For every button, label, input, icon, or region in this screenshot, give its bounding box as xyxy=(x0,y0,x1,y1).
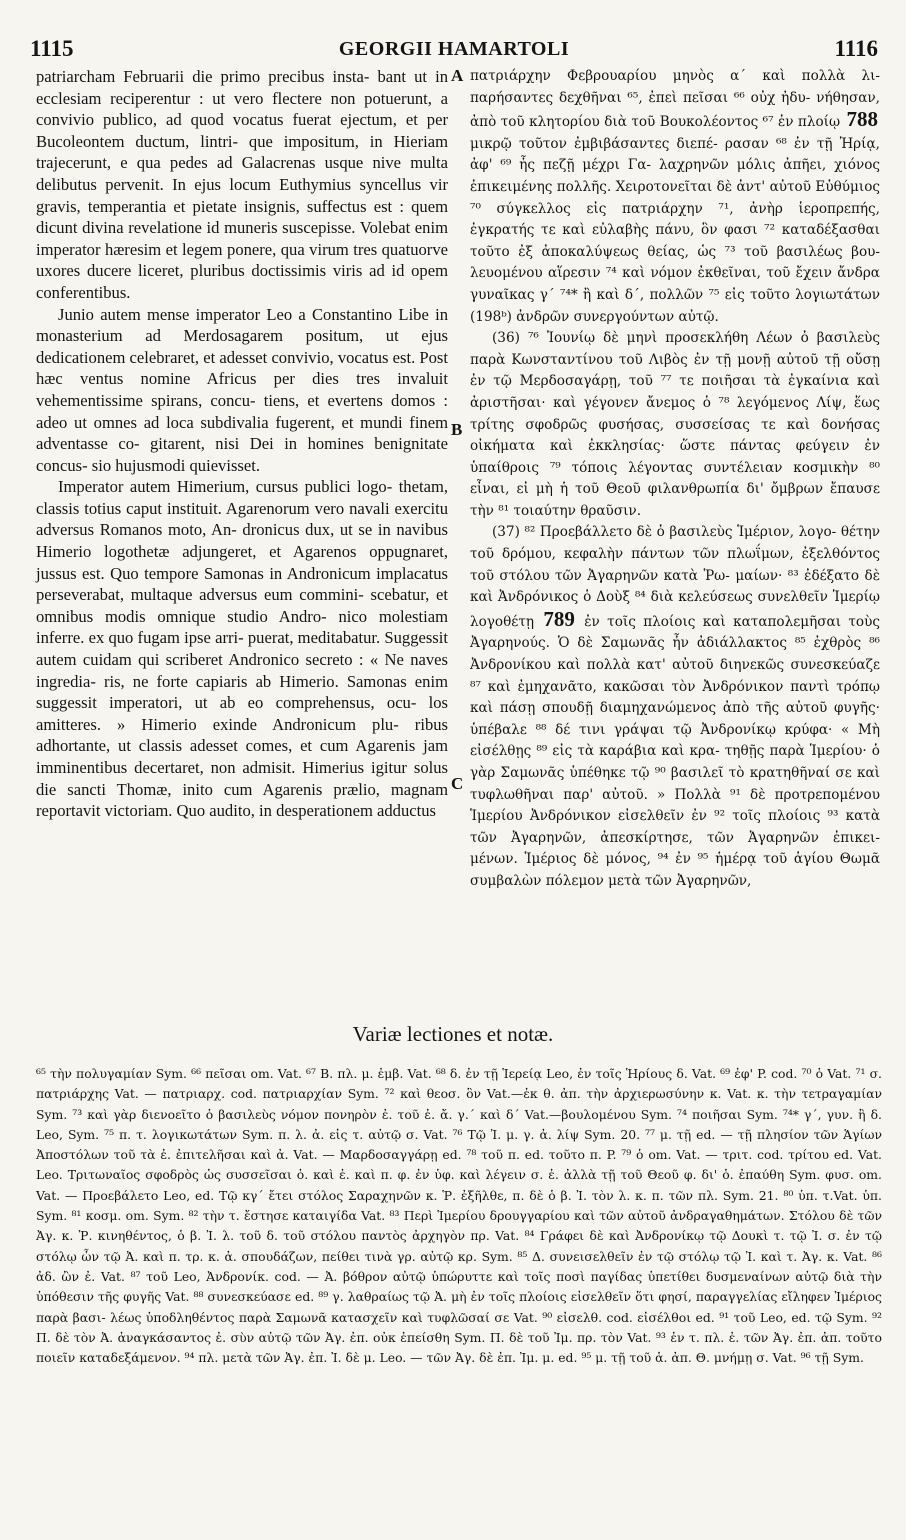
page-number-left: 1115 xyxy=(30,36,74,61)
page-number-right: 1116 xyxy=(834,36,878,61)
latin-paragraph: patriarcham Februarii die primo precibus insta- bant ut in ecclesiam reciperentur : ut vero flectere non potuerunt, a convivio publico, ad quod vocatus fuerat ejectum, et per Bucoleontem ductum, lintri- que impositum, in Hieriam trajecerunt, e qua pedes ad Galacrenas usque nive multa delibutus pervenit. In ejus locum Euthymius syncellus vir gravis, temperantia et pietate insignis, suffectus est : quem dicunt divina revelatione id muneris suscepisse. Volebat enim imperator hæresim et legem ponere, qua virum tres quatuorve uxores ducere liceret, pluribus doctissimis viris ad id opem conferentibus. xyxy=(36,67,448,302)
margin-marker-c: C xyxy=(451,774,464,793)
latin-paragraph: Imperator autem Himerium, cursus publici logo- thetam, classis totius caput instituit. Agarenorum vero navali exercitu adversus Romanos moto, An- dronicus dux, ut se in navibus Himerio logothetæ adjungeret, et Agarenos oppugnaret, jussus est. Quo tempore Samonas in Andronicum implacatus perseverabat, multaque adversus eum commini- scebatur, et omnibus modis omnique studio Andro- nico molestiam inferre. ex quo fugam ipse arri- puerat, meditabatur. Suggessit autem cuidam qui scriberet Andronico secreto : « Ne naves ingredia- ris, ne forte capiaris ab Himerio. Samonas enim suggessit imperatori, ut ab eo comprehensus, ocu- los amitteres. » Himerio exinde Andronicum plu- ribus adhortante, ut classis adesset comes, et cum Agarenis jam imminentibus decertaret, non admisit. Himerius igitur solus die sancti Thomæ, inito cum Agarenis prælio, magnam reportavit victoriam. Quo audito, in desperationem adductus xyxy=(36,477,448,821)
latin-paragraph: Junio autem mense imperator Leo a Constantino Libe in monasterium ad Merdosagarem positum, ut ejus dedicationem celebraret, et adesset convivio, vocatus est. Post hæc ventus nomine Africus per dies tres invaluit vehementissime spirans, concu- tiens, et evertens domos : adeo ut omnes ad loca subdivalia fugerent, et mundi finem adventasse co- gitarent, nisi Dei in homines benignitate concus- sio hujusmodi quievisset. xyxy=(36,304,448,475)
greek-paragraph xyxy=(470,66,880,328)
critical-apparatus: ⁶⁵ τὴν πολυγαμίαν Sym. ⁶⁶ πεῖσαι om. Vat. ⁶⁷ Β. πλ. μ. ἐμβ. Vat. ⁶⁸ δ. ἐν τῇ Ἱερείᾳ Leo, ἐν τοῖς Ἡρίους δ. Vat. ⁶⁹ ἐφ' P. cod. ⁷⁰ ὁ Vat. ⁷¹ σ. πατριάρχης Vat. — πατριαρχ. cod. πατριαρχίαν Sym. ⁷² καὶ θεοσ. ὃν Vat.—ἐκ θ. ἀπ. τὴν ἀρχιερωσύνην κ. Vat. κ. τὴν τετραγαμίαν Sym. ⁷³ καὶ γὰρ διενοεῖτο ὁ βασιλεὺς νόμον πονηρὸν ἐ. τοῦ ἐ. ἄ. γ.´ καὶ δ´ Vat.—βουλομένου Sym. ⁷⁴ ποιῆσαι Sym. ⁷⁴* γ´, γυν. ἢ δ. Leo, Sym. ⁷⁵ π. τ. λογικωτάτων Sym. π. λ. ἀ. εἰς τ. αὐτῷ σ. Vat. ⁷⁶ Τῷ Ἰ. μ. γ. ἀ. λίψ Sym. 20. ⁷⁷ μ. τῇ ed. — τῇ πλησίον τῶν Ἁγίων Ἀποστόλων τοῦ τὰ ἐ. ἐπιτελῆσαι καὶ ἀ. Vat. — Μαρδοσαγγάρῃ ed. ⁷⁸ τοῦ π. ed. τοῦτο π. P. ⁷⁹ ὁ om. Vat. — τριτ. cod. τρίτου ed. Vat. Leo. Τριτωναῖος σφοδρὸς ὡς συσσεῖσαι ὁ. καὶ ἐ. καὶ π. φ. ἐν ὑφ. καὶ λέγειν σ. ἐ. ἀλλὰ τῇ τοῦ Θεοῦ φ. δι' ὁ. ἐπαύθη Sym. φυσ. om. Vat. — Προεβάλετο Leo, ed. Τῷ κγ´ ἔτει στόλος Σαραχηνῶν κ. Ῥ. ἐξῆλθε, π. δὲ ὁ β. Ἰ. τὸν λ. κ. π. τῶν πλ. Sym. 21. ⁸⁰ ὑπ. τ.Vat. ὑπ. Sym. ⁸¹ κοσμ. om. Sym. ⁸² τὴν τ. ἔστησε καταιγίδα Vat. ⁸³ Περὶ Ἱμερίου δρουγγαρίου καὶ τῶν αὐτοῦ ἀνδραγαθημάτων. Στόλου δὲ τῶν Ἀγ. κ. Ῥ. κινηθέντος, ὁ β. Ἰ. λ. τοῦ δ. τοῦ στόλου παντὸς ἀρχηγὸν πρ. Vat. ⁸⁴ Γράφει δὲ καὶ Ἀνδρονίκῳ τῷ Δουκὶ τ. τῷ Ἰ. σ. ἐν τῷ στόλῳ ὧν τῷ Ἀ. καὶ π. τρ. κ. ἀ. σπουδάζων, πείθει τινὰ γρ. αὐτῷ κρ. Sym. ⁸⁵ Δ. συνεισελθεῖν ἐν τῷ στόλῳ τῷ Ἰ. καὶ τ. Ἀγ. κ. Vat. ⁸⁶ ἀδ. ὢν ἐ. Vat. ⁸⁷ τοῦ Leo, Ἀνδρονίκ. cod. — Ἀ. βόθρον αὐτῷ ὑπώρυττε καὶ τοῖς ποσὶ παγίδας ὑπετίθει δυσμεναίνων αὐτῷ διὰ τὴν ὑπόθεσιν τῆς φυγῆς Vat. ⁸⁸ συνεσκεύασε ed. ⁸⁹ γ. λαθραίως τῷ Ἀ. μὴ ἐν τοῖς πλοίοις εἰσελθεῖν ὅτι φησί, παραγγελίας εἴληφεν Ἱμέριος παρὰ βασι- λέως ὑποδληθέντος παρὰ Σαμωνᾶ κατασχεῖν καὶ τυφλῶσαί σε Vat. ⁹⁰ εἰσελθ. cod. εἰσέλθοι ed. ⁹¹ τοῦ Leo, ed. τῷ Sym. ⁹² Π. δὲ τὸν Ἀ. ἀναγκάσαντος ἐ. σὺν αὐτῷ τῶν Ἀγ. ἐπ. οὐκ ἐπείσθη Sym. Π. δὲ τοῦ Ἰμ. πρ. τὸν Vat. ⁹³ ἐν τ. πλ. ἐ. τῶν Ἀγ. ἐπ. ἀπ. τοῦτο ποιεῖν καταδεξάμενον. ⁹⁴ πλ. μετὰ τῶν Ἀγ. ἐπ. Ἰ. δὲ μ. Leo. — τῶν Ἀγ. δὲ ἐπ. Ἰμ. μ. ed. ⁹⁵ μ. τῇ τοῦ ἁ. ἀπ. Θ. μνήμῃ σ. Vat. ⁹⁶ τῇ Sym. xyxy=(36,1066,882,1366)
latin-column xyxy=(36,66,448,822)
page-header xyxy=(30,36,878,66)
greek-text: μικρῷ τοῦτον ἐμβιβάσαντες διεπέ- ρασαν ⁶⁸ ἐν τῇ Ἡρίᾳ, ἀφ' ⁶⁹ ἧς πεζῇ μέχρι Γα- λαχρηνῶν μόλις ἀπῆει, χιόνος ἐπικειμένης πολλῆς. Χειροτονεῖται δὲ ἀντ' αὐτοῦ Εὐθύμιος ⁷⁰ σύγκελλος εἰς πατριάρχην ⁷¹, ἀνὴρ ἱεροπρεπής, ἐγκρατής τε καὶ εὐλαβὴς πάνυ, ὃν φασι ⁷² καταδέξασθαι τοῦτο ἐξ ἀποκαλύψεως θείας, ὡς ⁷³ τοῦ βασιλέως βου- λευομένου αἵρεσιν ⁷⁴ καὶ νόμον ἐκθεῖναι, τοῦ ἔχειν ἄνδρα γυναῖκας γ´ ⁷⁴* ἢ καὶ δ´, πολλῶν ⁷⁵ εἰς τοῦτο λογιωτάτων (198ᵇ) ἀνδρῶν συνεργούντων αὐτῷ. xyxy=(470,135,880,325)
greek-text: ἐν τοῖς πλοίοις καὶ καταπολεμῆσαι τοὺς Ἀγαρηνούς. Ὁ δὲ Σαμωνᾶς ἦν ἀδιάλλακτος ⁸⁵ ἐχθρὸς ⁸⁶ Ἀνδρονίκου καὶ πολλὰ κατ' αὐτοῦ διηνεκῶς συνεσκεύαζε ⁸⁷ καὶ ἐμηχανᾶτο, κακῶσαι τὸν Ἀνδρόνικον παντὶ τρόπῳ καὶ πάσῃ σπουδῇ διαμηχανώμενος ἀπὸ τῆς αὐτοῦ φυγῆς· ὑπέβαλε ⁸⁸ δέ τινι γράψαι τῷ Ἀνδρονίκῳ κρύφα· « Μὴ εἰσέλθῃς ⁸⁹ εἰς τὰ καράβια καὶ κρα- τηθῇς παρὰ Ἱμερίου· ὁ γὰρ Σαμωνᾶς ὑπέθηκε τῷ ⁹⁰ βασιλεῖ τὸ κρατηθῆναί σε καὶ τυφλωθῆναι παρ' αὐτοῦ. » Πολλὰ ⁹¹ δὲ προτρεπομένου Ἱμερίου Ἀνδρόνικον εἰσελθεῖν ἐν ⁹² τοῖς πλοίοις ⁹³ κατὰ τῶν Ἀγαρηνῶν, ἀπεσκίρτησε, τῶν Ἀγαρηνῶν ἐπικει- μένων. Ἱμέριος δὲ μόνος, ⁹⁴ ἐν ⁹⁵ ἡμέρᾳ τοῦ ἁγίου Θωμᾶ συμβαλὼν πόλεμον μετὰ τῶν Ἀγαρηνῶν, xyxy=(470,613,880,889)
margin-marker-b: B xyxy=(451,420,463,439)
migne-column-number: 789 xyxy=(543,606,575,631)
greek-paragraph: (36) ⁷⁶ Ἰουνίῳ δὲ μηνὶ προσεκλήθη Λέων ὁ βασιλεὺς παρὰ Κωνσταντίνου τοῦ Λιβὸς ἐν τῇ μονῇ αὐτοῦ τῇ οὔσῃ ἐν τῷ Μερδοσαγάρῃ, τοῦ ⁷⁷ τε ποιῆσαι τὰ ἐγκαίνια καὶ ἀριστῆσαι· καὶ γέγονεν ἄνεμος ὁ ⁷⁸ λεγόμενος Λίψ, ἕως τρίτης σφοδρῶς φυσήσας, συσσείσας τε καὶ δονήσας οἰκήματα καὶ ἐκκλησίας· ὥστε πάντας φεύγειν ἐν ὑπαίθροις ⁷⁹ τόποις λέγοντας συντέλειαν κοσμικὴν ⁸⁰ εἶναι, εἰ μὴ ἡ τοῦ Θεοῦ φιλανθρωπία δι' ὄμβρων ἔπαυσε τὴν ⁸¹ τοιαύτην θραῦσιν. xyxy=(470,330,880,519)
notes-heading: Variæ lectiones et notæ. xyxy=(352,1022,554,1046)
greek-column xyxy=(470,66,880,893)
migne-column-number: 788 xyxy=(846,107,879,132)
running-title: GEORGII HAMARTOLI xyxy=(338,38,570,60)
margin-marker-a: A xyxy=(451,66,464,85)
greek-text: πατριάρχην Φεβρουαρίου μηνὸς α´ καὶ πολλὰ λι- παρήσαντες δεχθῆναι ⁶⁵, ἐπεὶ πεῖσαι ⁶⁶ οὐχ ἠδυ- νήθησαν, ἀπὸ τοῦ κλητορίου διὰ τοῦ Βουκολέοντος ⁶⁷ ἐν πλοίῳ xyxy=(470,68,880,131)
greek-text: (37) ⁸² Προεβάλλετο δὲ ὁ βασιλεὺς Ἱμέριον, λογο- θέτην τοῦ δρόμου, κεφαλὴν πάντων τῶν πλωΐμων, ἐξελθόντος τοῦ στόλου τῶν Ἀγαρηνῶν κατὰ Ῥω- μαίων· ⁸³ ἐδέξατο δὲ καὶ Ἀνδρόνικος ὁ Δοὺξ ⁸⁴ διὰ κελεύσεως συνελθεῖν Ἱμερίῳ λογοθέτῃ xyxy=(470,524,880,630)
greek-paragraph xyxy=(470,522,880,892)
